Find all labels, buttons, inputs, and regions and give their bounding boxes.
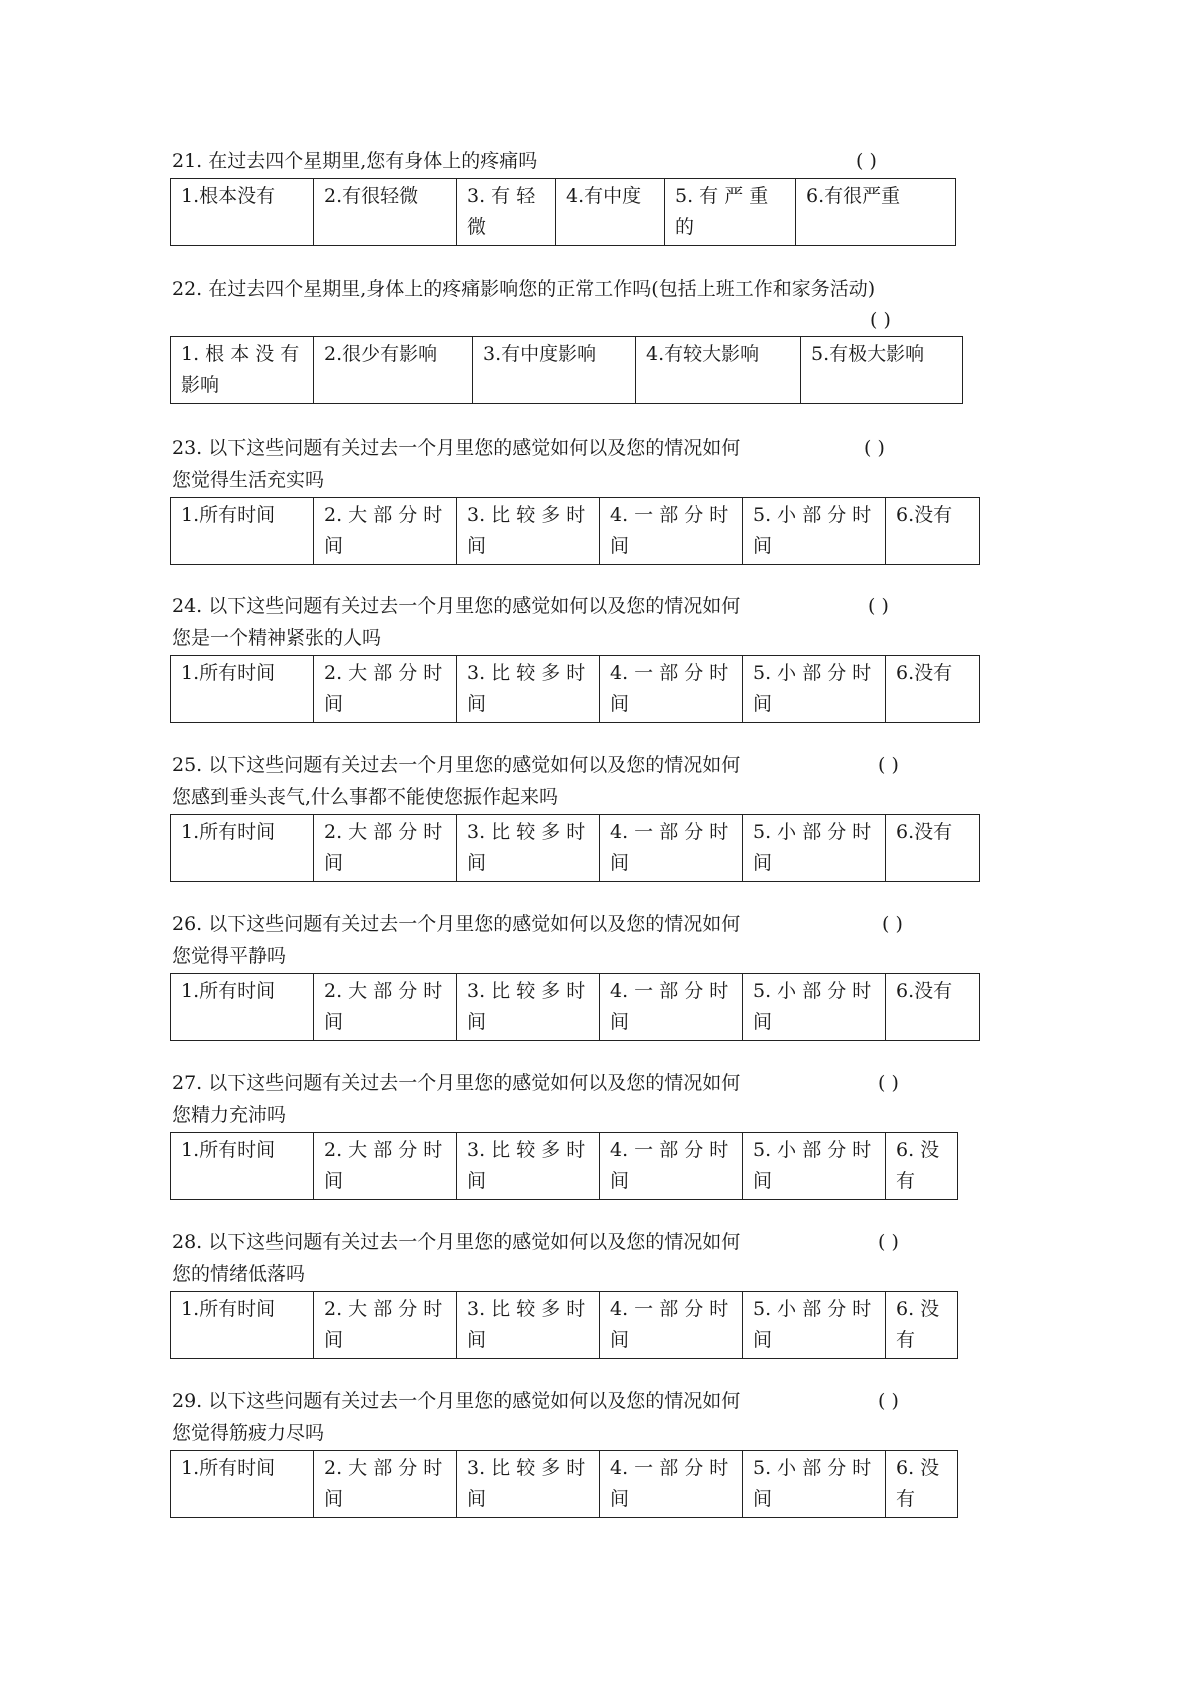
- option-2[interactable]: 2. 大 部 分 时 间: [314, 656, 457, 723]
- option-3[interactable]: 3. 比 较 多 时 间: [457, 656, 600, 723]
- option-6[interactable]: 6.没有: [886, 815, 980, 882]
- option-2[interactable]: 2. 大 部 分 时 间: [314, 974, 457, 1041]
- option-4[interactable]: 4. 一 部 分 时 间: [600, 1292, 743, 1359]
- answer-blank[interactable]: ( ): [882, 913, 903, 935]
- option-5[interactable]: 5. 小 部 分 时 间: [743, 815, 886, 882]
- option-3[interactable]: 3. 比 较 多 时 间: [457, 974, 600, 1041]
- option-4[interactable]: 4. 一 部 分 时 间: [600, 656, 743, 723]
- option-1[interactable]: 1.所有时间: [171, 974, 314, 1041]
- option-5[interactable]: 5. 有 严 重 的: [665, 179, 796, 246]
- question-24: [172, 590, 980, 723]
- question-stem-row: [172, 908, 980, 940]
- question-25: [172, 749, 980, 882]
- option-5[interactable]: 5. 小 部 分 时 间: [743, 1292, 886, 1359]
- option-2[interactable]: 2. 大 部 分 时 间: [314, 498, 457, 565]
- options-table: [170, 497, 980, 565]
- options-table: [170, 1132, 958, 1200]
- options-row: [171, 815, 980, 882]
- option-3[interactable]: 3. 比 较 多 时 间: [457, 1292, 600, 1359]
- question-stem: 23. 以下这些问题有关过去一个月里您的感觉如何以及您的情况如何: [172, 437, 741, 459]
- answer-blank[interactable]: ( ): [878, 1072, 899, 1094]
- option-5[interactable]: 5. 小 部 分 时 间: [743, 656, 886, 723]
- option-6[interactable]: 6.没有: [886, 498, 980, 565]
- option-6[interactable]: 6. 没 有: [886, 1133, 958, 1200]
- option-6[interactable]: 6.有很严重: [796, 179, 956, 246]
- option-6[interactable]: 6. 没 有: [886, 1292, 958, 1359]
- option-3[interactable]: 3. 比 较 多 时 间: [457, 815, 600, 882]
- question-stem: 26. 以下这些问题有关过去一个月里您的感觉如何以及您的情况如何: [172, 913, 741, 935]
- option-3[interactable]: 3.有中度影响: [473, 337, 636, 404]
- question-sub: 您精力充沛吗: [172, 1104, 287, 1126]
- answer-blank[interactable]: ( ): [870, 309, 891, 331]
- option-3[interactable]: 3. 比 较 多 时 间: [457, 1133, 600, 1200]
- question-22: [172, 273, 963, 404]
- option-1[interactable]: 1.所有时间: [171, 498, 314, 565]
- question-26: [172, 908, 980, 1041]
- option-4[interactable]: 4.有较大影响: [636, 337, 801, 404]
- question-stem-row: [172, 273, 963, 305]
- option-6[interactable]: 6.没有: [886, 974, 980, 1041]
- question-stem-row: [172, 749, 980, 781]
- option-2[interactable]: 2. 大 部 分 时 间: [314, 1451, 457, 1518]
- options-row: [171, 656, 980, 723]
- options-table: [170, 814, 980, 882]
- options-row: [171, 179, 956, 246]
- option-2[interactable]: 2. 大 部 分 时 间: [314, 1292, 457, 1359]
- options-row: [171, 498, 980, 565]
- question-27: [172, 1067, 958, 1200]
- option-4[interactable]: 4. 一 部 分 时 间: [600, 815, 743, 882]
- question-29: [172, 1385, 958, 1518]
- option-1[interactable]: 1.所有时间: [171, 1133, 314, 1200]
- option-4[interactable]: 4.有中度: [556, 179, 665, 246]
- options-table: [170, 1450, 958, 1518]
- options-row: [171, 974, 980, 1041]
- option-1[interactable]: 1.所有时间: [171, 815, 314, 882]
- options-row: [171, 1451, 958, 1518]
- option-1[interactable]: 1. 根 本 没 有 影响: [171, 337, 314, 404]
- option-2[interactable]: 2.很少有影响: [314, 337, 473, 404]
- option-4[interactable]: 4. 一 部 分 时 间: [600, 498, 743, 565]
- answer-blank[interactable]: ( ): [878, 1231, 899, 1253]
- option-3[interactable]: 3. 比 较 多 时 间: [457, 498, 600, 565]
- question-sub: 您是一个精神紧张的人吗: [172, 627, 382, 649]
- option-2[interactable]: 2. 大 部 分 时 间: [314, 1133, 457, 1200]
- option-4[interactable]: 4. 一 部 分 时 间: [600, 974, 743, 1041]
- option-5[interactable]: 5. 小 部 分 时 间: [743, 1451, 886, 1518]
- question-stem-row: [172, 590, 980, 622]
- option-1[interactable]: 1.所有时间: [171, 1292, 314, 1359]
- option-4[interactable]: 4. 一 部 分 时 间: [600, 1451, 743, 1518]
- question-stem: 29. 以下这些问题有关过去一个月里您的感觉如何以及您的情况如何: [172, 1390, 741, 1412]
- options-table: [170, 178, 956, 246]
- question-stem: 22. 在过去四个星期里,身体上的疼痛影响您的正常工作吗(包括上班工作和家务活动): [172, 278, 876, 300]
- option-1[interactable]: 1.所有时间: [171, 1451, 314, 1518]
- question-stem-row: [172, 432, 980, 464]
- option-2[interactable]: 2.有很轻微: [314, 179, 457, 246]
- question-stem: 27. 以下这些问题有关过去一个月里您的感觉如何以及您的情况如何: [172, 1072, 741, 1094]
- answer-blank[interactable]: ( ): [878, 1390, 899, 1412]
- question-sub: 您觉得生活充实吗: [172, 469, 325, 491]
- options-table: [170, 655, 980, 723]
- option-1[interactable]: 1.根本没有: [171, 179, 314, 246]
- question-stem: 25. 以下这些问题有关过去一个月里您的感觉如何以及您的情况如何: [172, 754, 741, 776]
- question-stem: 28. 以下这些问题有关过去一个月里您的感觉如何以及您的情况如何: [172, 1231, 741, 1253]
- option-5[interactable]: 5.有极大影响: [801, 337, 963, 404]
- option-3[interactable]: 3. 比 较 多 时 间: [457, 1451, 600, 1518]
- answer-blank[interactable]: ( ): [878, 754, 899, 776]
- question-sub: 您觉得筋疲力尽吗: [172, 1422, 325, 1444]
- question-21: [172, 145, 956, 246]
- options-table: [170, 336, 963, 404]
- option-4[interactable]: 4. 一 部 分 时 间: [600, 1133, 743, 1200]
- question-stem: 24. 以下这些问题有关过去一个月里您的感觉如何以及您的情况如何: [172, 595, 741, 617]
- answer-blank[interactable]: ( ): [868, 595, 889, 617]
- option-3[interactable]: 3. 有 轻 微: [457, 179, 556, 246]
- question-stem-row: [172, 145, 956, 177]
- option-1[interactable]: 1.所有时间: [171, 656, 314, 723]
- option-5[interactable]: 5. 小 部 分 时 间: [743, 974, 886, 1041]
- question-sub: 您的情绪低落吗: [172, 1263, 306, 1285]
- options-table: [170, 1291, 958, 1359]
- options-row: [171, 337, 963, 404]
- answer-blank[interactable]: ( ): [856, 150, 877, 172]
- option-6[interactable]: 6.没有: [886, 656, 980, 723]
- option-6[interactable]: 6. 没 有: [886, 1451, 958, 1518]
- options-row: [171, 1292, 958, 1359]
- question-stem-row: [172, 1067, 958, 1099]
- question-stem-row: [172, 1226, 958, 1258]
- question-sub: 您觉得平静吗: [172, 945, 287, 967]
- answer-blank[interactable]: ( ): [864, 437, 885, 459]
- question-28: [172, 1226, 958, 1359]
- option-5[interactable]: 5. 小 部 分 时 间: [743, 1133, 886, 1200]
- options-row: [171, 1133, 958, 1200]
- options-table: [170, 973, 980, 1041]
- option-2[interactable]: 2. 大 部 分 时 间: [314, 815, 457, 882]
- question-23: [172, 432, 980, 565]
- question-stem-row: [172, 1385, 958, 1417]
- option-5[interactable]: 5. 小 部 分 时 间: [743, 498, 886, 565]
- question-sub: 您感到垂头丧气,什么事都不能使您振作起来吗: [172, 786, 559, 808]
- question-stem: 21. 在过去四个星期里,您有身体上的疼痛吗: [172, 150, 538, 172]
- answer-row: [172, 305, 963, 335]
